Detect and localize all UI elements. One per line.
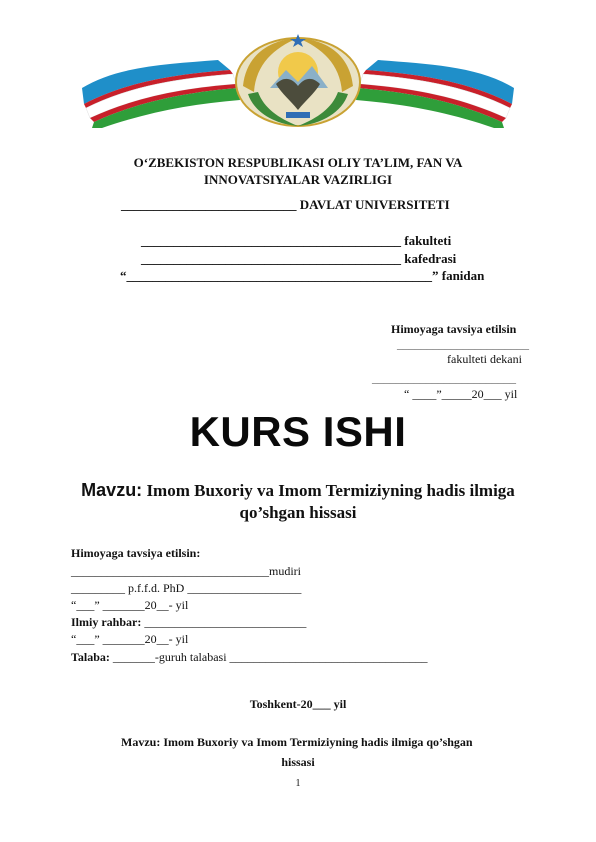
student-label: Talaba: (71, 650, 110, 664)
footer-topic-line1: Mavzu: Imom Buxoriy va Imom Termiziyning hadis ilmiga qo’shgan (121, 735, 473, 749)
supervisor-label: Ilmiy rahbar: (71, 615, 142, 629)
page-number: 1 (295, 778, 301, 789)
ministry-name-line1: O‘ZBEKISTON RESPUBLIKASI OLIY TA’LIM, FAN VA (133, 155, 463, 170)
supervisor-line (71, 615, 306, 630)
supervisor-blank: ___________________________ (141, 615, 307, 629)
university-line: ___________________________ DAVLAT UNIVERSITETI (121, 197, 450, 212)
degree-line: _________ p.f.f.d. PhD ___________________ (71, 581, 302, 595)
footer-topic-line2: hissasi (281, 755, 315, 769)
defense-date-1: “___” _______20__- yil (71, 598, 189, 612)
subject-line: “_______________________________________________” fanidan (120, 268, 485, 283)
approval-date: “ ____”_____20___ yil (404, 387, 518, 401)
defense-date-2: “___” _______20__- yil (71, 632, 189, 646)
topic-text-line1: Imom Buxoriy va Imom Termiziyning hadis ilmiga (146, 481, 515, 500)
faculty-line: ________________________________________ fakulteti (141, 233, 452, 248)
student-text: _______-guruh talabasi _________________________________ (109, 650, 428, 664)
document-title: KURS ISHI (189, 408, 407, 455)
coat-of-arms-emblem (78, 26, 518, 128)
city-year: Toshkent-20___ yil (249, 697, 347, 711)
dean-signature-line: ________________________ (372, 371, 516, 385)
topic-line1 (0, 479, 596, 502)
emblem-center (236, 34, 360, 126)
right-flag-ribbon (356, 60, 514, 128)
ministry-name-line2: INNOVATSIYALAR VAZIRLIGI (203, 172, 393, 187)
defense-heading: Himoyaga tavsiya etilsin: (71, 546, 201, 560)
topic-text-line2: qo’shgan hissasi (239, 503, 357, 522)
approval-blank-line: ______________________ (397, 337, 529, 351)
left-flag-ribbon (82, 60, 240, 128)
dean-label: fakulteti dekani (447, 352, 522, 366)
topic-label: Mavzu: (81, 480, 143, 500)
approval-heading: Himoyaga tavsiya etilsin (391, 322, 517, 336)
department-head-line: _________________________________mudiri (71, 564, 301, 578)
student-line (71, 650, 428, 665)
department-line: ________________________________________ kafedrasi (141, 251, 457, 266)
